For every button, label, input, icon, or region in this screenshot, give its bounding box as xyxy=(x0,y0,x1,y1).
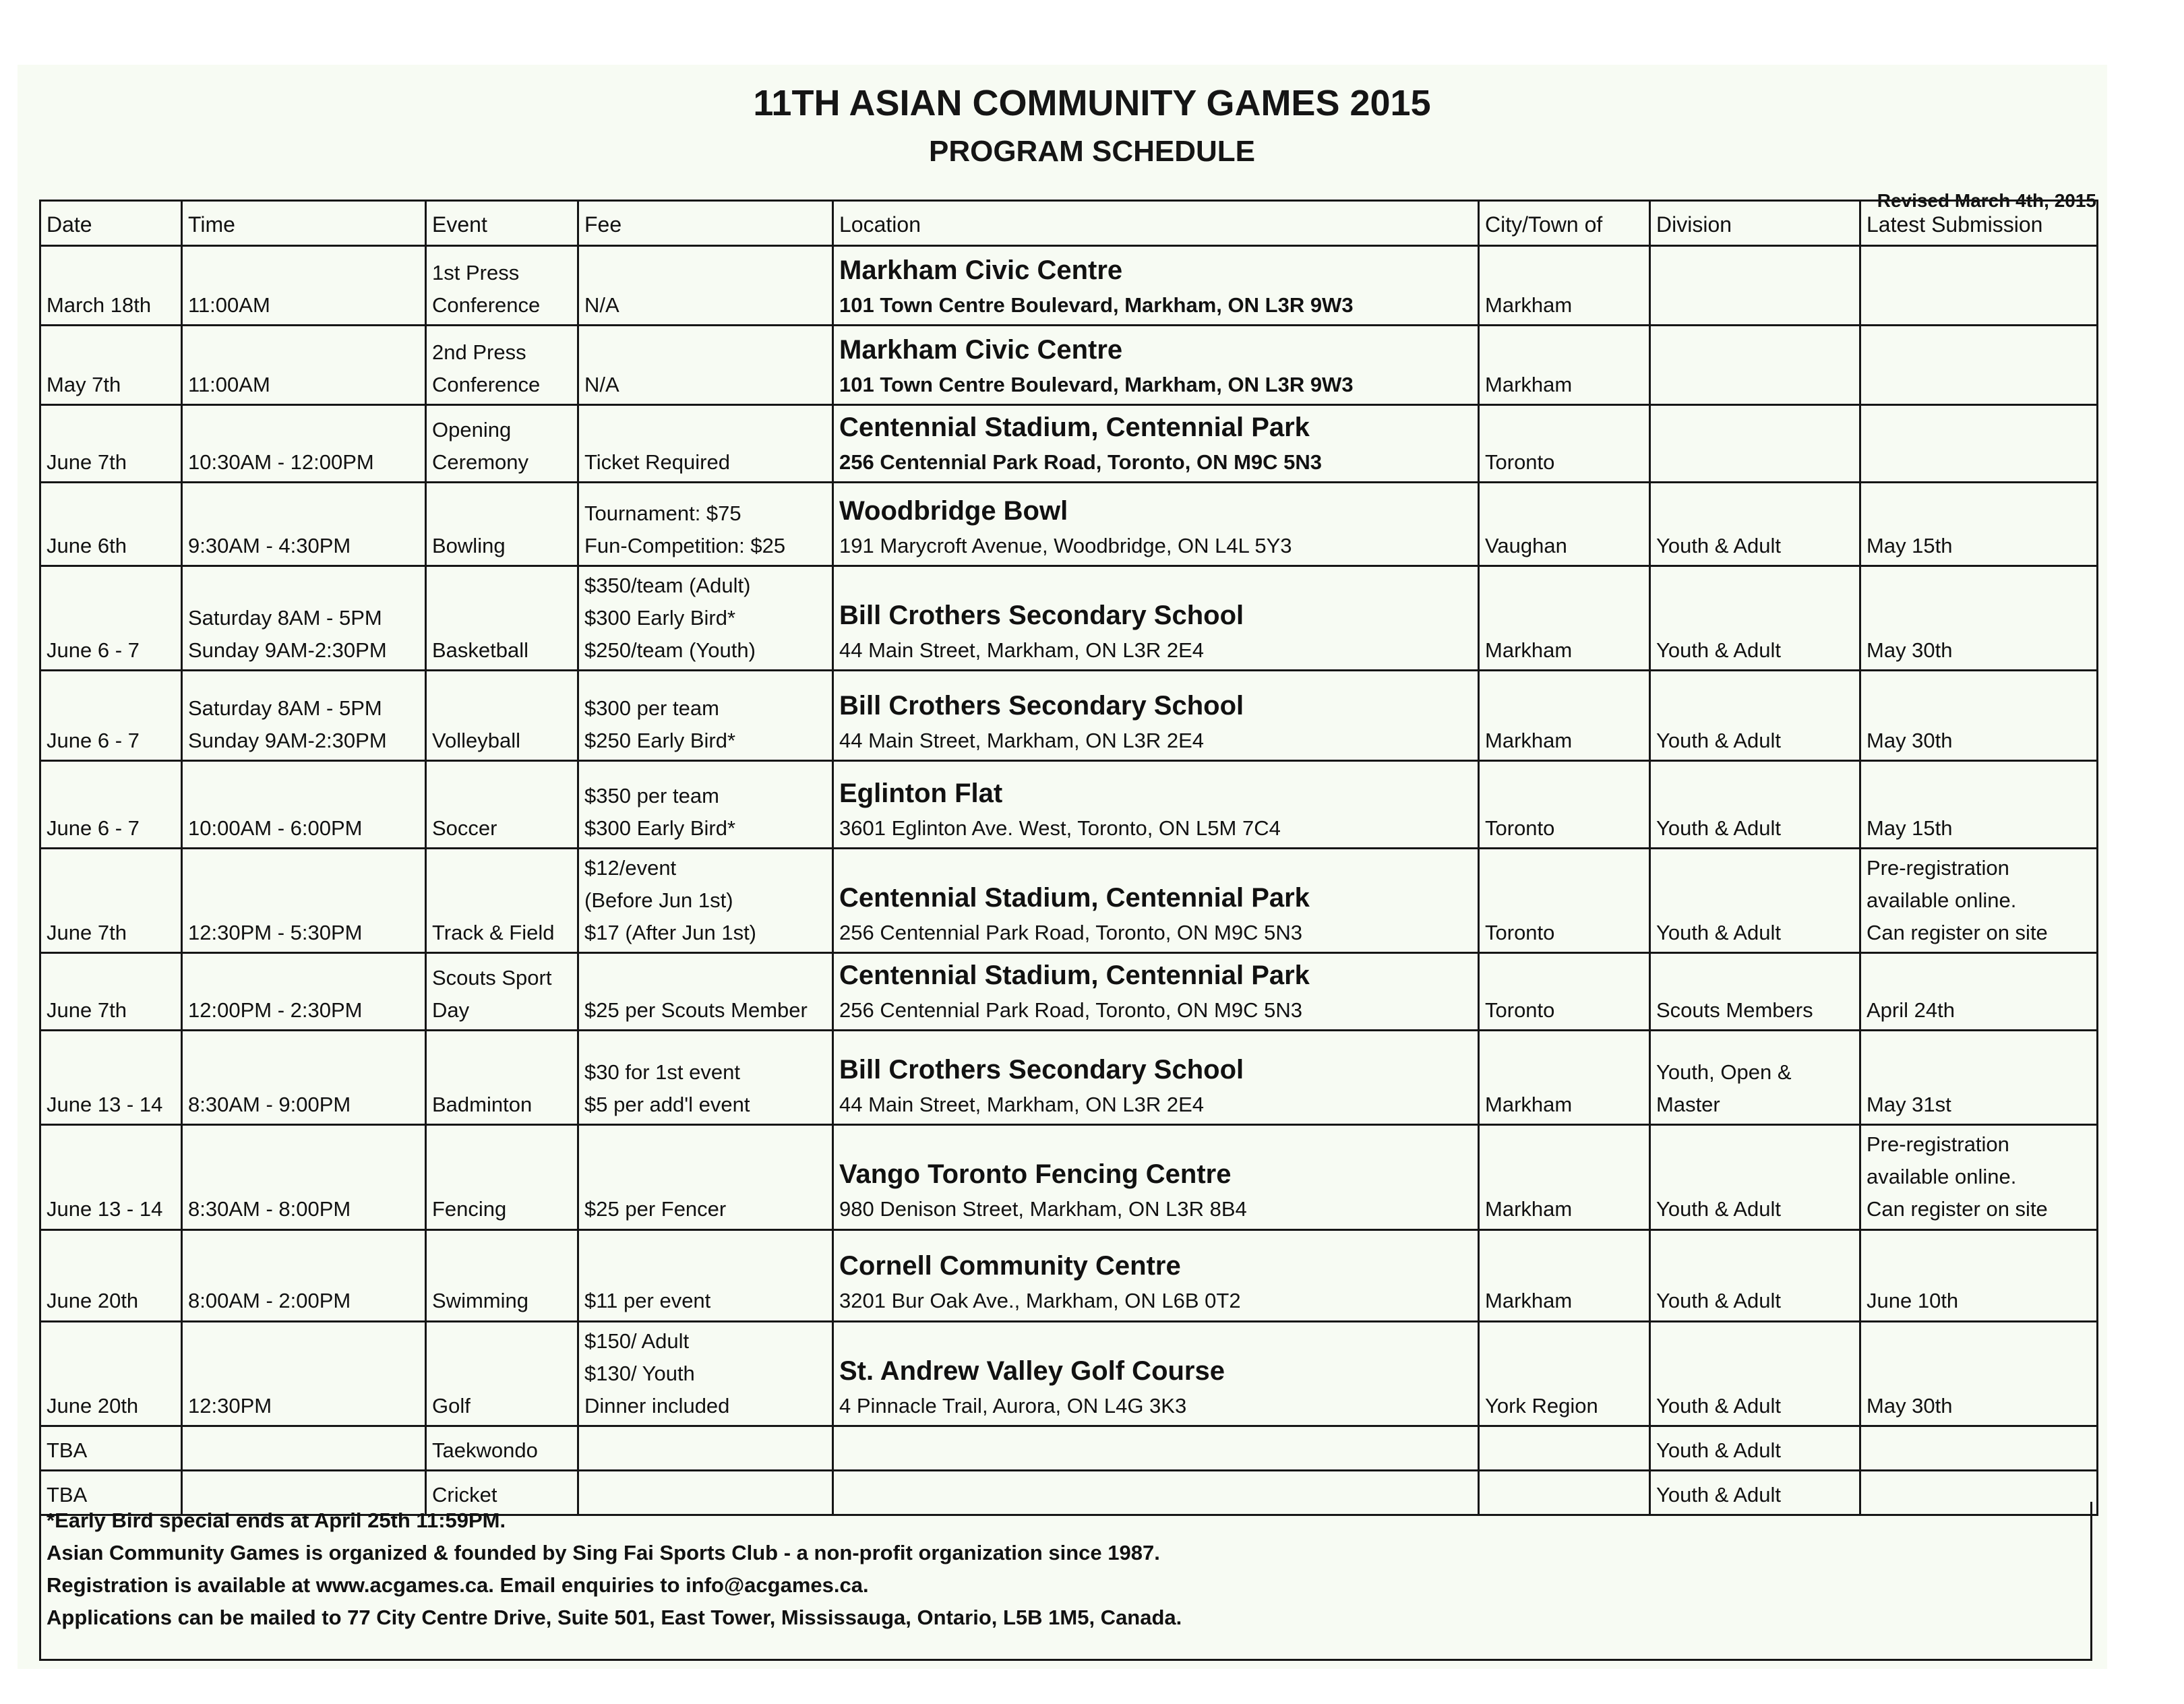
table-row xyxy=(40,1125,2098,1229)
event-cell xyxy=(426,1321,578,1426)
fee-cell xyxy=(578,953,833,1031)
time-line: 10:00AM - 6:00PM xyxy=(188,816,363,841)
time-cell xyxy=(182,405,426,483)
division-cell xyxy=(1650,483,1860,566)
fee-cell xyxy=(578,761,833,849)
event-cell xyxy=(426,953,578,1031)
division-cell xyxy=(1650,1125,1860,1229)
table-row xyxy=(40,761,2098,849)
time-cell xyxy=(182,953,426,1031)
city-cell: Markham xyxy=(1479,1229,1650,1321)
location-name: Centennial Stadium, Centennial Park xyxy=(839,883,1310,913)
event-line: Track & Field xyxy=(432,921,555,945)
division-line: Youth & Adult xyxy=(1656,1197,1782,1221)
time-line: 12:00PM - 2:30PM xyxy=(188,998,363,1023)
location-name: Markham Civic Centre xyxy=(839,255,1123,285)
division-line: Youth & Adult xyxy=(1656,729,1782,753)
city-cell: Toronto xyxy=(1479,953,1650,1031)
submission-cell xyxy=(1860,483,2098,566)
location-address: 256 Centennial Park Road, Toronto, ON M9C 5N3 xyxy=(839,450,1323,474)
date-cell: TBA xyxy=(40,1426,182,1470)
location-name: Centennial Stadium, Centennial Park xyxy=(839,413,1310,442)
location-address: 256 Centennial Park Road, Toronto, ON M9C 5N3 xyxy=(839,921,1302,945)
location-address: 101 Town Centre Boulevard, Markham, ON L3R 9W3 xyxy=(839,293,1354,317)
date-cell: TBA xyxy=(40,1470,182,1515)
time-cell xyxy=(182,246,426,326)
event-line: Volleyball xyxy=(432,729,520,753)
header-event: Event xyxy=(426,201,578,246)
time-line: Saturday 8AM - 5PM xyxy=(188,696,382,721)
time-line: Saturday 8AM - 5PM xyxy=(188,606,382,630)
location-name: Bill Crothers Secondary School xyxy=(839,1055,1244,1085)
event-line: Opening xyxy=(432,417,512,442)
location-address: 980 Denison Street, Markham, ON L3R 8B4 xyxy=(839,1197,1247,1221)
fee-cell xyxy=(578,405,833,483)
time-line: 8:30AM - 8:00PM xyxy=(188,1197,351,1221)
table-row xyxy=(40,483,2098,566)
submission-line: available online. xyxy=(1867,1165,2017,1189)
location-name: Vango Toronto Fencing Centre xyxy=(839,1159,1232,1190)
division-cell xyxy=(1650,761,1860,849)
event-line: Scouts Sport xyxy=(432,966,552,990)
date-cell: June 13 - 14 xyxy=(40,1125,182,1229)
fee-line: $150/ Adult xyxy=(584,1329,690,1353)
table-row xyxy=(40,1229,2098,1321)
time-line: 9:30AM - 4:30PM xyxy=(188,534,351,557)
location-cell xyxy=(833,1321,1479,1426)
time-line: 8:30AM - 9:00PM xyxy=(188,1093,351,1117)
date-cell: June 6 - 7 xyxy=(40,671,182,761)
fee-cell xyxy=(578,1229,833,1321)
time-line: Sunday 9AM-2:30PM xyxy=(188,729,387,753)
fee-cell xyxy=(578,1426,833,1470)
submission-line: Can register on site xyxy=(1867,1197,2048,1221)
submission-line: May 30th xyxy=(1867,1393,1953,1418)
fee-line: N/A xyxy=(584,293,619,317)
location-address: 256 Centennial Park Road, Toronto, ON M9C 5N3 xyxy=(839,998,1302,1023)
event-line: Soccer xyxy=(432,816,497,841)
location-address: 101 Town Centre Boulevard, Markham, ON L3R 9W3 xyxy=(839,372,1354,396)
time-line: 12:30PM - 5:30PM xyxy=(188,921,363,945)
location-cell xyxy=(833,1229,1479,1321)
header-date: Date xyxy=(40,201,182,246)
date-cell: June 6th xyxy=(40,483,182,566)
time-cell xyxy=(182,1229,426,1321)
division-line: Youth & Adult xyxy=(1656,534,1782,557)
time-cell xyxy=(182,849,426,953)
location-name: Markham Civic Centre xyxy=(839,334,1123,365)
event-cell xyxy=(426,326,578,405)
time-line: 12:30PM xyxy=(188,1393,272,1418)
location-name: Bill Crothers Secondary School xyxy=(839,601,1244,631)
location-cell xyxy=(833,1125,1479,1229)
division-line: Youth & Adult xyxy=(1656,1438,1782,1462)
event-line: Bowling xyxy=(432,534,506,557)
division-cell xyxy=(1650,849,1860,953)
event-line: Fencing xyxy=(432,1197,507,1221)
location-cell xyxy=(833,953,1479,1031)
table-row xyxy=(40,1031,2098,1125)
fee-line: $25 per Fencer xyxy=(584,1197,727,1221)
fee-line: N/A xyxy=(584,372,619,396)
division-cell xyxy=(1650,671,1860,761)
time-cell xyxy=(182,761,426,849)
submission-cell xyxy=(1860,405,2098,483)
date-cell: March 18th xyxy=(40,246,182,326)
division-line: Youth & Adult xyxy=(1656,1482,1782,1507)
footer-early-bird-note: *Early Bird special ends at April 25th 11:59PM. xyxy=(47,1509,506,1532)
division-line: Youth, Open & xyxy=(1656,1060,1792,1085)
submission-line: Can register on site xyxy=(1867,921,2048,945)
submission-cell xyxy=(1860,761,2098,849)
division-cell xyxy=(1650,405,1860,483)
fee-cell xyxy=(578,566,833,671)
time-line: 11:00AM xyxy=(188,372,270,396)
fee-cell xyxy=(578,671,833,761)
event-cell xyxy=(426,246,578,326)
division-cell xyxy=(1650,1321,1860,1426)
fee-line: $5 per add'l event xyxy=(584,1093,750,1117)
date-cell: June 20th xyxy=(40,1229,182,1321)
header-row xyxy=(40,201,2098,246)
event-cell xyxy=(426,1125,578,1229)
location-cell xyxy=(833,326,1479,405)
city-cell: Markham xyxy=(1479,1031,1650,1125)
submission-line: April 24th xyxy=(1867,998,1955,1023)
event-cell xyxy=(426,761,578,849)
location-cell xyxy=(833,246,1479,326)
fee-cell xyxy=(578,483,833,566)
city-cell: Toronto xyxy=(1479,849,1650,953)
division-cell xyxy=(1650,1426,1860,1470)
table-row xyxy=(40,671,2098,761)
location-address: 44 Main Street, Markham, ON L3R 2E4 xyxy=(839,729,1205,753)
submission-cell xyxy=(1860,953,2098,1031)
fee-cell xyxy=(578,246,833,326)
header-division: Division xyxy=(1650,201,1860,246)
submission-line: May 15th xyxy=(1867,534,1953,557)
fee-line: Fun-Competition: $25 xyxy=(584,534,786,557)
division-cell xyxy=(1650,1229,1860,1321)
event-cell xyxy=(426,405,578,483)
time-cell xyxy=(182,1031,426,1125)
division-line: Youth & Adult xyxy=(1656,1289,1782,1313)
division-cell xyxy=(1650,1031,1860,1125)
table-row xyxy=(40,246,2098,326)
footer-notes xyxy=(39,1502,2092,1661)
date-cell: June 6 - 7 xyxy=(40,566,182,671)
fee-cell xyxy=(578,1031,833,1125)
footer-mailing-note: Applications can be mailed to 77 City Centre Drive, Suite 501, East Tower, Mississauga, Ontario, L5B 1M5, Canada. xyxy=(47,1606,1182,1630)
division-line: Youth & Adult xyxy=(1656,816,1782,841)
table-row xyxy=(40,953,2098,1031)
fee-line: $300 Early Bird* xyxy=(584,816,736,841)
time-cell xyxy=(182,326,426,405)
time-cell xyxy=(182,566,426,671)
division-cell xyxy=(1650,326,1860,405)
time-line: 10:30AM - 12:00PM xyxy=(188,450,374,474)
location-address: 4 Pinnacle Trail, Aurora, ON L4G 3K3 xyxy=(839,1393,1187,1418)
table-row xyxy=(40,566,2098,671)
time-line: Sunday 9AM-2:30PM xyxy=(188,638,387,663)
time-cell xyxy=(182,1125,426,1229)
event-cell xyxy=(426,566,578,671)
time-cell xyxy=(182,671,426,761)
city-cell: Vaughan xyxy=(1479,483,1650,566)
fee-line: $250 Early Bird* xyxy=(584,729,736,753)
header-location: Location xyxy=(833,201,1479,246)
submission-cell xyxy=(1860,1031,2098,1125)
time-line: 11:00AM xyxy=(188,293,270,317)
location-cell xyxy=(833,761,1479,849)
fee-cell xyxy=(578,326,833,405)
location-name: Bill Crothers Secondary School xyxy=(839,691,1244,721)
submission-cell xyxy=(1860,849,2098,953)
fee-line: $30 for 1st event xyxy=(584,1060,740,1085)
fee-line: $350 per team xyxy=(584,784,719,808)
date-cell: June 7th xyxy=(40,953,182,1031)
event-cell xyxy=(426,483,578,566)
table-row xyxy=(40,849,2098,953)
location-name: Centennial Stadium, Centennial Park xyxy=(839,961,1310,991)
time-line: 8:00AM - 2:00PM xyxy=(188,1289,351,1313)
location-cell xyxy=(833,483,1479,566)
event-cell xyxy=(426,671,578,761)
fee-line: (Before Jun 1st) xyxy=(584,888,733,913)
time-cell xyxy=(182,1321,426,1426)
date-cell: June 20th xyxy=(40,1321,182,1426)
submission-cell xyxy=(1860,1229,2098,1321)
location-address: 3601 Eglinton Ave. West, Toronto, ON L5M 7C4 xyxy=(839,816,1281,841)
event-line: Conference xyxy=(432,293,541,317)
location-address: 191 Marycroft Avenue, Woodbridge, ON L4L 5Y3 xyxy=(839,534,1292,557)
city-cell: Toronto xyxy=(1479,761,1650,849)
submission-line: May 30th xyxy=(1867,729,1953,753)
event-cell xyxy=(426,1229,578,1321)
fee-cell xyxy=(578,849,833,953)
fee-line: $300 per team xyxy=(584,696,719,721)
event-line: Taekwondo xyxy=(432,1438,538,1462)
location-cell xyxy=(833,671,1479,761)
submission-cell xyxy=(1860,566,2098,671)
city-cell: Markham xyxy=(1479,246,1650,326)
event-line: Basketball xyxy=(432,638,529,663)
event-line: Ceremony xyxy=(432,450,528,474)
location-name: Eglinton Flat xyxy=(839,779,1003,809)
date-cell: May 7th xyxy=(40,326,182,405)
city-cell xyxy=(1479,1426,1650,1470)
fee-cell xyxy=(578,1321,833,1426)
city-cell: Markham xyxy=(1479,1125,1650,1229)
event-line: Golf xyxy=(432,1393,471,1418)
location-cell xyxy=(833,1426,1479,1470)
event-line: Conference xyxy=(432,372,541,396)
submission-line: May 31st xyxy=(1867,1093,1951,1117)
city-cell: Toronto xyxy=(1479,405,1650,483)
date-cell: June 13 - 14 xyxy=(40,1031,182,1125)
fee-line: $25 per Scouts Member xyxy=(584,998,808,1023)
table-row xyxy=(40,326,2098,405)
header-city: City/Town of xyxy=(1479,201,1650,246)
table-row xyxy=(40,1321,2098,1426)
time-cell xyxy=(182,483,426,566)
location-address: 3201 Bur Oak Ave., Markham, ON L6B 0T2 xyxy=(839,1289,1241,1313)
fee-line: Tournament: $75 xyxy=(584,501,741,525)
event-cell xyxy=(426,1426,578,1470)
revised-date: Revised March 4th, 2015 xyxy=(1877,190,2096,211)
location-cell xyxy=(833,566,1479,671)
document-subtitle: PROGRAM SCHEDULE xyxy=(928,135,1256,168)
location-address: 44 Main Street, Markham, ON L3R 2E4 xyxy=(839,638,1205,663)
schedule-table xyxy=(39,200,2098,1516)
city-cell: Markham xyxy=(1479,326,1650,405)
date-cell: June 7th xyxy=(40,405,182,483)
fee-line: $250/team (Youth) xyxy=(584,638,756,663)
location-cell xyxy=(833,405,1479,483)
fee-line: Dinner included xyxy=(584,1393,730,1418)
location-address: 44 Main Street, Markham, ON L3R 2E4 xyxy=(839,1093,1205,1117)
division-line: Youth & Adult xyxy=(1656,1393,1782,1418)
header-fee: Fee xyxy=(578,201,833,246)
division-cell xyxy=(1650,953,1860,1031)
time-cell xyxy=(182,1426,426,1470)
fee-line: $300 Early Bird* xyxy=(584,606,736,630)
event-line: 1st Press xyxy=(432,260,520,284)
location-cell xyxy=(833,1031,1479,1125)
event-line: Swimming xyxy=(432,1289,528,1313)
fee-line: Ticket Required xyxy=(584,450,730,474)
location-name: Cornell Community Centre xyxy=(839,1251,1181,1281)
division-line: Youth & Adult xyxy=(1656,921,1782,945)
submission-cell xyxy=(1860,1125,2098,1229)
submission-cell xyxy=(1860,246,2098,326)
event-cell xyxy=(426,849,578,953)
fee-cell xyxy=(578,1125,833,1229)
submission-cell xyxy=(1860,671,2098,761)
date-cell: June 7th xyxy=(40,849,182,953)
location-name: St. Andrew Valley Golf Course xyxy=(839,1356,1225,1386)
footer-registration-note: Registration is available at www.acgames.ca. Email enquiries to info@acgames.ca. xyxy=(47,1573,869,1598)
fee-line: $17 (After Jun 1st) xyxy=(584,921,757,945)
fee-line: $12/event xyxy=(584,856,677,880)
event-line: Cricket xyxy=(432,1482,497,1507)
document-title: 11TH ASIAN COMMUNITY GAMES 2015 xyxy=(753,83,1431,123)
location-cell xyxy=(833,849,1479,953)
header-time: Time xyxy=(182,201,426,246)
submission-line: Pre-registration xyxy=(1867,1132,2009,1157)
submission-line: May 15th xyxy=(1867,816,1953,841)
table-row xyxy=(40,405,2098,483)
event-line: Day xyxy=(432,998,470,1023)
footer-organizer-note: Asian Community Games is organized & founded by Sing Fai Sports Club - a non-profit organization since 1987. xyxy=(47,1541,1160,1565)
submission-cell xyxy=(1860,1321,2098,1426)
fee-line: $11 per event xyxy=(584,1289,711,1313)
submission-cell xyxy=(1860,1426,2098,1470)
event-cell xyxy=(426,1031,578,1125)
fee-line: $130/ Youth xyxy=(584,1361,695,1385)
event-line: 2nd Press xyxy=(432,340,526,364)
fee-line: $350/team (Adult) xyxy=(584,574,751,598)
division-cell xyxy=(1650,566,1860,671)
city-cell: Markham xyxy=(1479,671,1650,761)
division-cell xyxy=(1650,246,1860,326)
submission-line: available online. xyxy=(1867,888,2017,913)
table-row xyxy=(40,1426,2098,1470)
schedule-body xyxy=(40,246,2098,1515)
division-line: Scouts Members xyxy=(1656,998,1813,1023)
division-line: Youth & Adult xyxy=(1656,638,1782,663)
submission-cell xyxy=(1860,326,2098,405)
event-line: Badminton xyxy=(432,1093,533,1117)
submission-line: June 10th xyxy=(1867,1289,1959,1313)
submission-line: May 30th xyxy=(1867,638,1953,663)
date-cell: June 6 - 7 xyxy=(40,761,182,849)
location-name: Woodbridge Bowl xyxy=(839,496,1068,526)
submission-line: Pre-registration xyxy=(1867,856,2009,880)
city-cell: York Region xyxy=(1479,1321,1650,1426)
division-line: Master xyxy=(1656,1093,1720,1117)
header-latest-submission: Latest Submission xyxy=(1860,201,2098,246)
city-cell: Markham xyxy=(1479,566,1650,671)
